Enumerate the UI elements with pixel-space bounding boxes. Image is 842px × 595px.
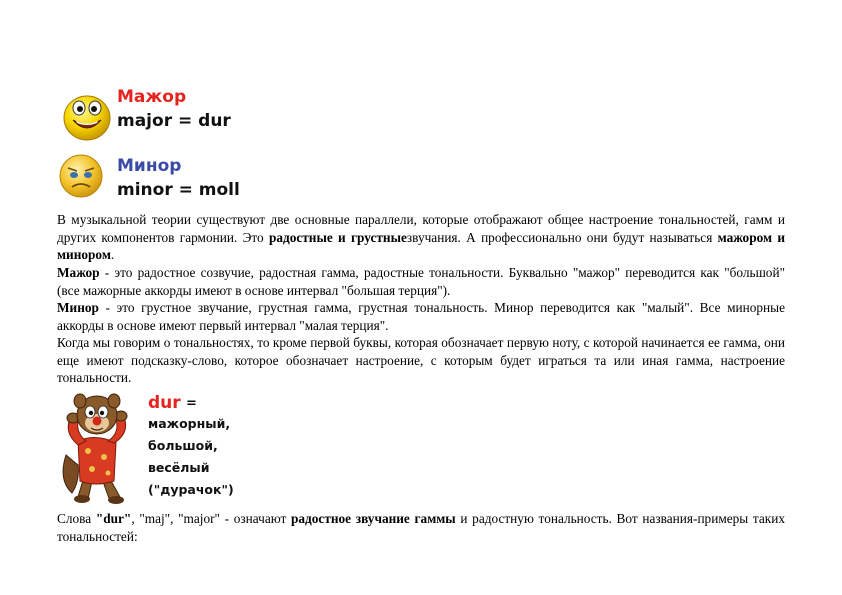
paragraph-minor: Минор - это грустное звучание, грустная гамма, грустная тональность. Минор переводится как "малый". Все минорные аккорды в основе имеют первый интервал "малая терция". — [57, 300, 785, 333]
dur-meaning-1: мажорный, — [148, 416, 231, 431]
sad-smiley-icon — [58, 153, 104, 199]
dur-equals: = — [186, 396, 197, 411]
dur-meaning-3: весёлый — [148, 460, 210, 475]
paragraph-major: Мажор - это радостное созвучие, радостная гамма, радостные тональности. Буквально "мажор" переводится как "большой" (все мажорные аккорды имеют в основе интервал "большая терция"). — [57, 265, 785, 298]
minor-equation: minor = moll — [117, 180, 240, 200]
minor-title: Минор — [117, 156, 182, 176]
dur-meaning-4: ("дурачок") — [148, 482, 234, 497]
major-equation: major = dur — [117, 111, 231, 131]
major-title: Мажор — [117, 87, 187, 107]
paragraph-tonality: Когда мы говорим о тональностях, то кроме первой буквы, которая обозначает первую ноту, с которой начинается ее гамма, они еще имеют подсказку-слово, которое обозначает настроение, с которым будет играться та или иная гамма, настроение тональности. — [57, 335, 785, 386]
paragraph-intro: В музыкальной теории существуют две основные параллели, которые отображают общее настроение тональностей, гамм и других компонентов гармонии. Это радостные и грустныезвучания. А профессионально они будут называться мажором и минором. — [57, 212, 786, 263]
dur-title: dur — [148, 393, 181, 413]
paragraph-dur-words: Слова "dur", "maj", "major" - означают радостное звучание гаммы и радостную тональность. Вот названия-примеры таких тональностей: — [57, 511, 785, 544]
dur-meaning-2: большой, — [148, 438, 218, 453]
happy-smiley-icon — [62, 90, 112, 142]
chipmunk-illustration — [58, 385, 142, 507]
